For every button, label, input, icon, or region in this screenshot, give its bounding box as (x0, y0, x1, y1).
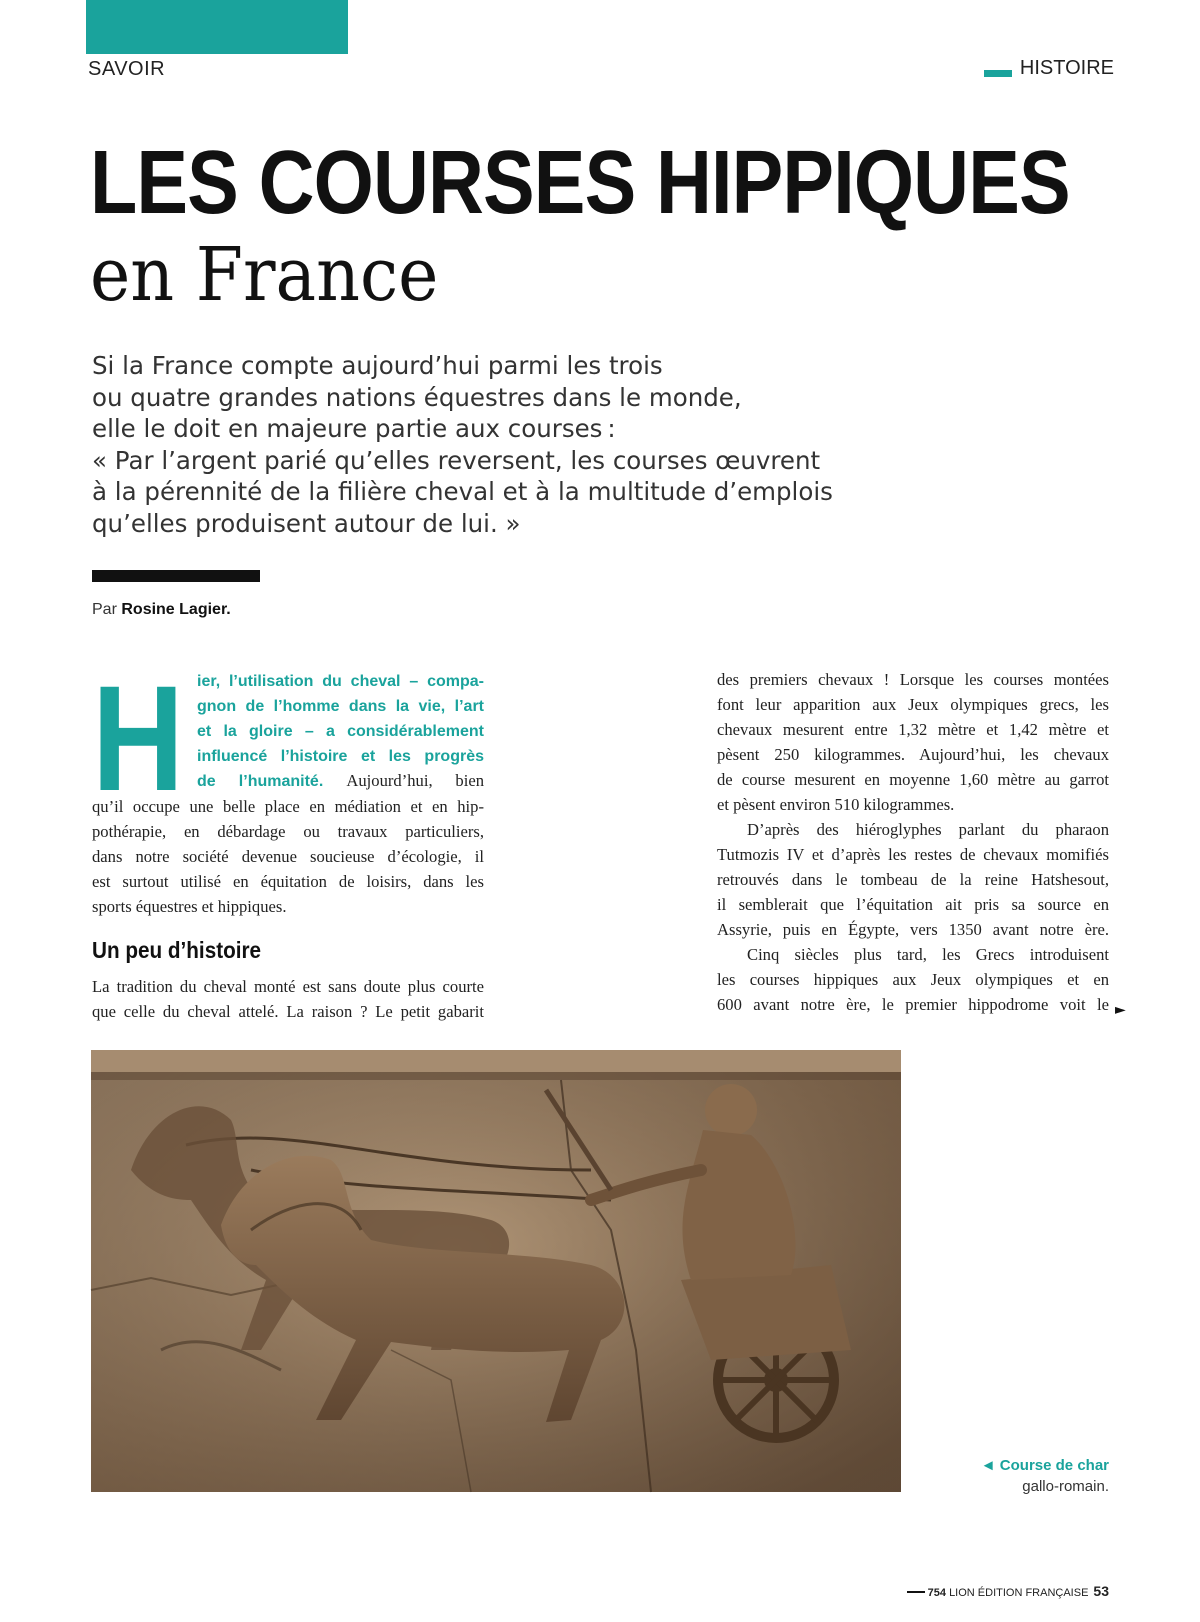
lead-paragraph (197, 669, 484, 794)
body-line: sports équestres et hippiques. (92, 897, 287, 916)
body-line: et pèsent environ 510 kilogrammes. (717, 795, 955, 814)
lede-line: Si la France compte aujourd’hui parmi les trois (92, 351, 663, 380)
body-line: chevaux mesurent entre 1,32 mètre et 1,42 mètre et (717, 720, 1109, 739)
footer-dash (907, 1591, 925, 1593)
header-accent-bar (86, 0, 348, 54)
lede-paragraph (92, 350, 892, 539)
caption-text: gallo-romain. (1022, 1478, 1109, 1495)
byline-rule (92, 570, 260, 582)
body-line: que celle du cheval attelé. La raison ? Le petit gabarit (92, 1002, 484, 1021)
lede-line: elle le doit en majeure partie aux courses : (92, 414, 616, 443)
body-column-right (717, 667, 1109, 1017)
body-line: D’après des hiéroglyphes parlant du pharaon (747, 820, 1109, 839)
article-subtitle: en France (90, 232, 439, 318)
footer-issue: 754 (927, 1587, 946, 1599)
section-heading: Un peu d’histoire (92, 937, 262, 963)
body-column-left (92, 794, 484, 919)
body-column-left-2 (92, 974, 484, 1024)
body-line: est surtout utilisé en équitation de loisirs, dans les (92, 872, 484, 891)
lede-line: à la pérennité de la filière cheval et à la multitude d’emplois (92, 477, 833, 506)
lede-line: qu’elles produisent autour de lui. » (92, 508, 521, 538)
byline (92, 601, 231, 619)
body-line: dans notre société devenue soucieuse d’écologie, il (92, 847, 484, 866)
lede-line: ou quatre grandes nations équestres dans le monde, (92, 382, 742, 412)
chariot-relief-image (91, 1050, 901, 1492)
rubric-text: HISTOIRE (1019, 57, 1114, 79)
rubric-label (984, 57, 1114, 80)
body-line: Cinq siècles plus tard, les Grecs introduisent (747, 945, 1109, 964)
drop-cap (92, 654, 184, 822)
rubric-mark (984, 70, 1012, 77)
footer-magazine: LION ÉDITION FRANÇAISE (949, 1587, 1089, 1599)
lead-last: de l’humanité. (197, 773, 324, 790)
section-label: SAVOIR (88, 58, 166, 80)
body-line: pèsent 250 kilogrammes. Aujourd’hui, les chevaux (717, 745, 1109, 764)
body-line: de course mesurent en moyenne 1,60 mètre au garrot (717, 770, 1109, 789)
body-line: des premiers chevaux ! Lorsque les courses montées (717, 670, 1109, 689)
article-title: LES COURSES HIPPIQUES (90, 133, 1070, 233)
body-line: Assyrie, puis en Égypte, vers 1350 avant notre ère. (717, 920, 1109, 939)
lede-line: « Par l’argent parié qu’elles reversent, les courses œuvrent (92, 445, 821, 475)
lead-line-mixed (197, 769, 484, 794)
byline-author: Rosine Lagier. (121, 601, 231, 618)
chariot-relief-photo (91, 1050, 901, 1492)
lead-line: et la gloire – a considérablement (197, 723, 484, 740)
drop-cap-letter: H (92, 654, 184, 822)
body-line: Tutmozis IV et d’après les restes de chevaux momifiés (717, 845, 1109, 864)
byline-prefix: Par (92, 601, 117, 618)
body-line: les courses hippiques aux Jeux olympiques et en (717, 970, 1109, 989)
caption-title: ◄ Course de char (980, 1457, 1109, 1474)
lead-line: ier, l’utilisation du cheval – compa- (197, 673, 484, 690)
body-line: La tradition du cheval monté est sans doute plus courte (92, 977, 484, 996)
body-continuation: Aujourd’hui, bien (346, 771, 484, 790)
body-line: font leur apparition aux Jeux olympiques grecs, les (717, 695, 1109, 714)
page-footer (907, 1583, 1109, 1599)
body-line: qu’il occupe une belle place en médiation et en hip- (92, 797, 484, 816)
page-number: 53 (1093, 1583, 1109, 1599)
continue-arrow-icon: ► (1115, 1002, 1126, 1018)
body-line: pothérapie, en débardage ou travaux particuliers, (92, 822, 484, 841)
body-line: retrouvés dans le tombeau de la reine Hatshesout, (717, 870, 1109, 889)
lead-line: influencé l’histoire et les progrès (197, 748, 484, 765)
lead-line: gnon de l’homme dans la vie, l’art (197, 698, 484, 715)
body-line: il semblerait que l’équitation ait pris sa source en (717, 895, 1109, 914)
body-line: 600 avant notre ère, le premier hippodrome voit le (717, 995, 1109, 1014)
photo-caption (981, 1455, 1109, 1497)
